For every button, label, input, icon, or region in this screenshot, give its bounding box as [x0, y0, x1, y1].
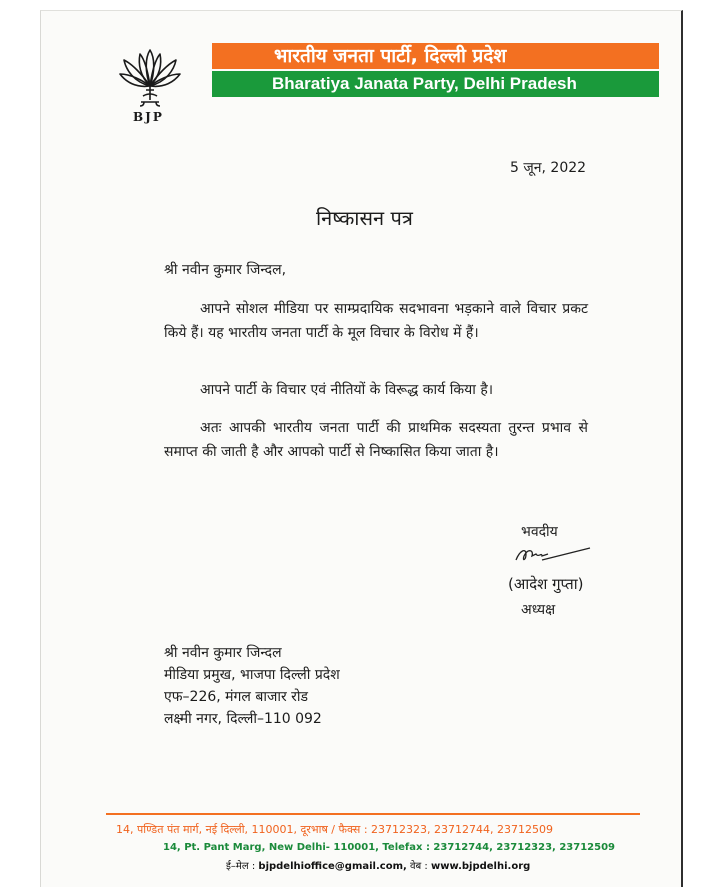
footer-contact	[226, 858, 530, 872]
web-label: वेब :	[409, 861, 428, 872]
recipient-address	[164, 642, 340, 730]
lotus-icon	[118, 42, 182, 120]
email-label: ई–मेल :	[226, 861, 256, 872]
paragraph-3: अतः आपकी भारतीय जनता पार्टी की प्राथमिक सदस्यता तुरन्त प्रभाव से समाप्त की जाती है और आपको पार्टी से निष्कासित किया जाता है।	[164, 420, 588, 460]
closing: भवदीय	[521, 524, 558, 540]
email-address: bjpdelhioffice@gmail.com,	[258, 861, 407, 872]
footer-divider	[106, 813, 640, 815]
party-name-english: Bharatiya Janata Party, Delhi Pradesh	[212, 71, 659, 97]
paragraph-1: आपने सोशल मीडिया पर साम्प्रदायिक सदभावना भड़काने वाले विचार प्रकट किये हैं। यह भारतीय जनता पार्टी के मूल विचार के विरोध में हैं।	[164, 301, 588, 341]
website: www.bjpdelhi.org	[431, 861, 531, 872]
signer-designation: अध्यक्ष	[521, 602, 556, 618]
salutation: श्री नवीन कुमार जिन्दल,	[164, 262, 287, 278]
signer-name: (आदेश गुप्ता)	[508, 575, 584, 593]
recipient-name: श्री नवीन कुमार जिन्दल	[164, 645, 282, 661]
signature-mark	[512, 540, 592, 568]
footer-address-english: 14, Pt. Pant Marg, New Delhi- 110001, Telefax : 23712744, 23712323, 23712509	[163, 842, 615, 853]
recipient-line-3: लक्ष्मी नगर, दिल्ली–110 092	[164, 711, 322, 727]
footer-address-hindi: 14, पण्डित पंत मार्ग, नई दिल्ली, 110001, दूरभाष / फैक्स : 23712323, 23712744, 23712509	[116, 823, 554, 836]
logo-label: BJP	[133, 110, 164, 124]
recipient-line-2: एफ–226, मंगल बाजार रोड	[164, 689, 309, 705]
recipient-line-1: मीडिया प्रमुख, भाजपा दिल्ली प्रदेश	[164, 667, 340, 683]
party-name-hindi: भारतीय जनता पार्टी, दिल्ली प्रदेश	[212, 43, 659, 69]
letter-title: निष्कासन पत्र	[316, 206, 413, 230]
paragraph-2: आपने पार्टी के विचार एवं नीतियों के विरूद्ध कार्य किया है।	[200, 382, 494, 398]
letter-date: 5 जून, 2022	[510, 160, 587, 176]
